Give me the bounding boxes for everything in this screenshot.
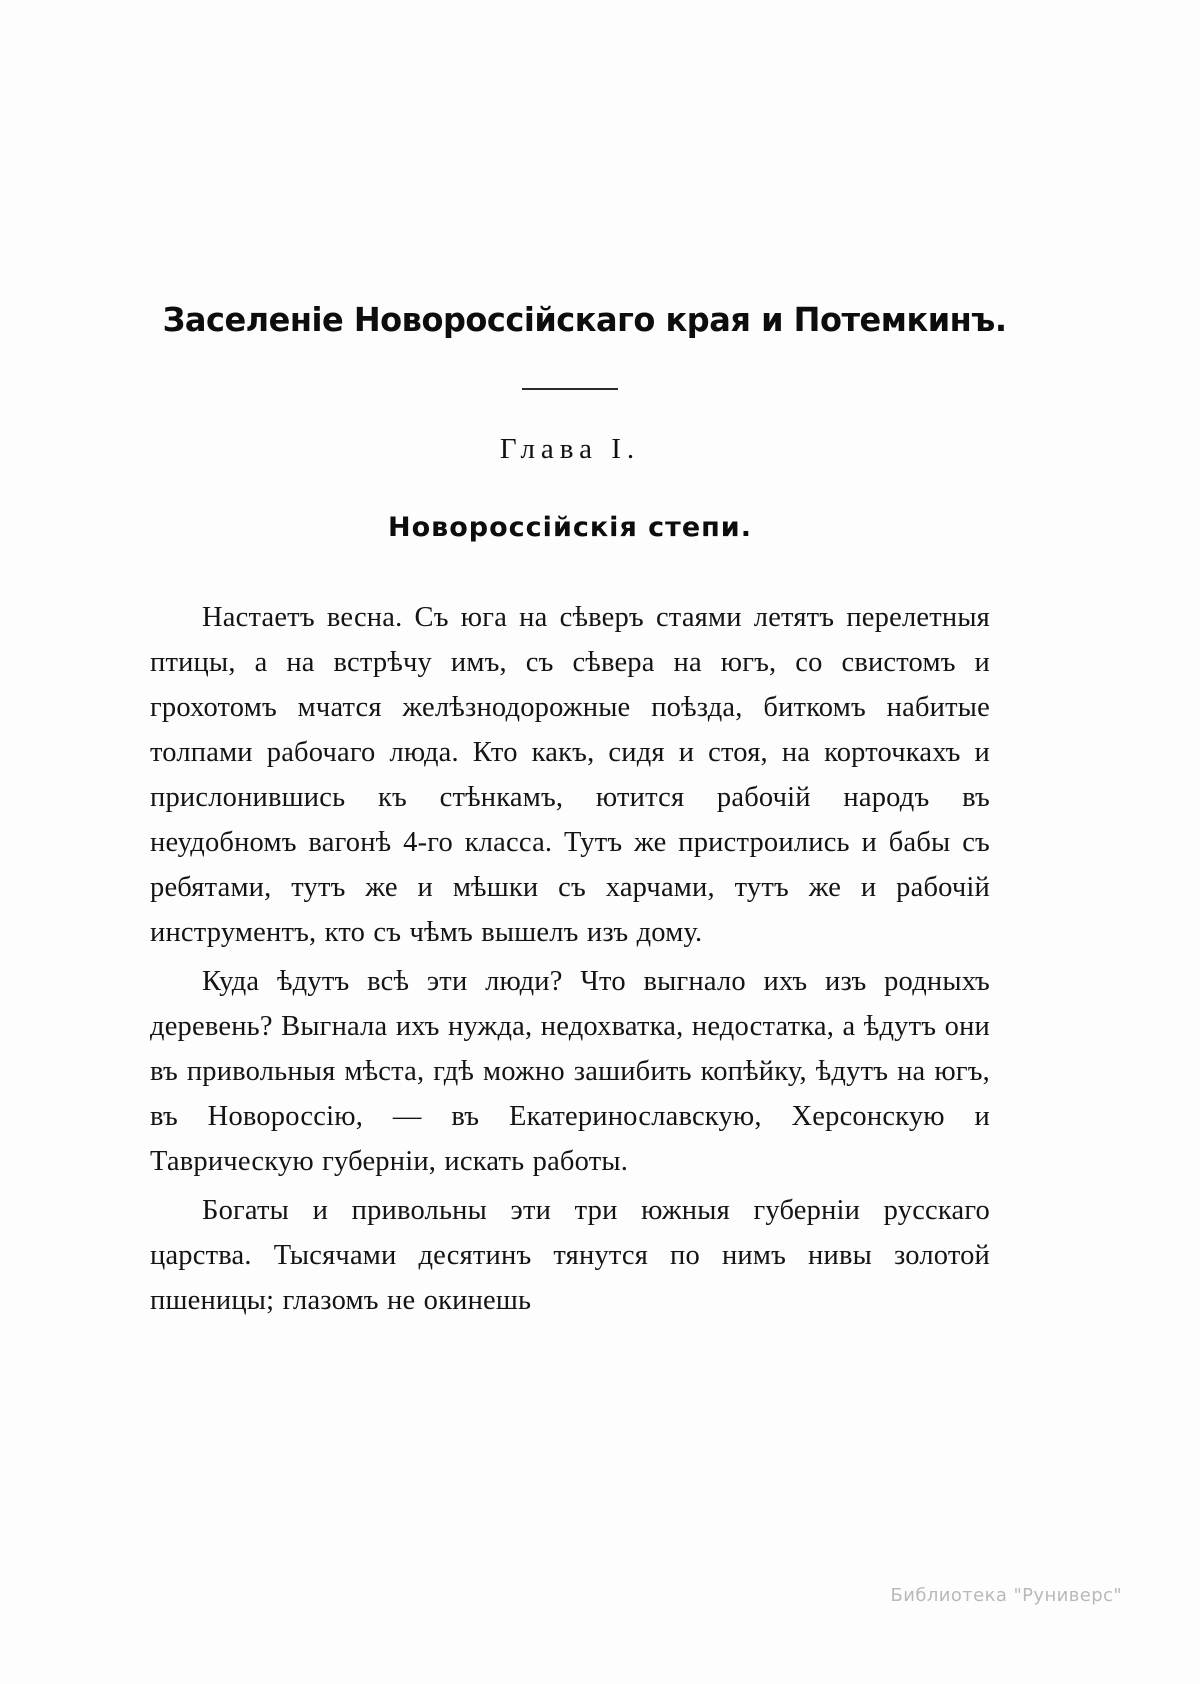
page-content — [150, 300, 1007, 1323]
body-paragraph: Богаты и привольны эти три южныя губерніи русскаго царства. Тысячами десятинъ тянутся по нимъ нивы золотой пшеницы; глазомъ не окинешь — [150, 1195, 990, 1316]
book-title: Заселеніе Новороссійскаго края и Потемкинъ. — [162, 300, 1007, 339]
title-divider — [150, 377, 990, 395]
divider-rule — [522, 388, 618, 390]
library-watermark: Библиотека "Руниверс" — [890, 1585, 1122, 1606]
chapter-label: Глава I. — [499, 433, 641, 465]
section-title: Новороссійскія степи. — [388, 512, 752, 543]
body-paragraph: Куда ѣдутъ всѣ эти люди? Что выгнало ихъ изъ родныхъ деревень? Выгнала ихъ нужда, недохватка, недостатка, а ѣдутъ они въ привольныя мѣста, гдѣ можно зашибить копѣйку, ѣдутъ на югъ, въ Новороссію, — въ Екатеринославскую, Херсонскую и Таврическую губерніи, искать работы. — [150, 966, 990, 1177]
body-paragraph: Настаетъ весна. Съ юга на сѣверъ стаями летятъ перелетныя птицы, а на встрѣчу имъ, съ сѣвера на югъ, со свистомъ и грохотомъ мчатся желѣзнодорожные поѣзда, биткомъ набитые толпами рабочаго люда. Кто какъ, сидя и стоя, на корточкахъ и прислонившись къ стѣнкамъ, ютится рабочій народъ въ неудобномъ вагонѣ 4-го класса. Тутъ же пристроились и бабы съ ребятами, тутъ же и мѣшки съ харчами, тутъ же и рабочій инструментъ, кто съ чѣмъ вышелъ изъ дому. — [150, 602, 990, 948]
